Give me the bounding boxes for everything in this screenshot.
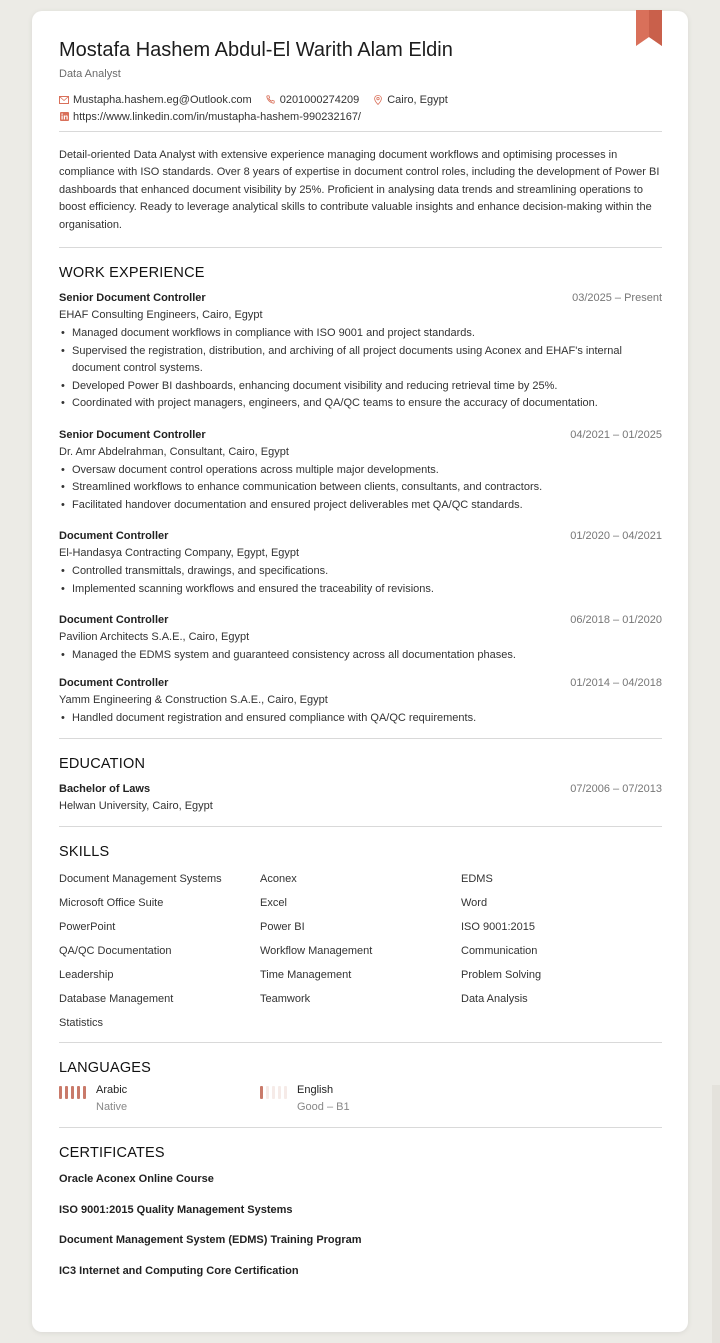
location-text: Cairo, Egypt <box>387 93 448 106</box>
job-title: Document Controller <box>59 676 169 689</box>
proficiency-bar-empty <box>278 1086 281 1099</box>
job-bullet: • Managed document workflows in compliance with ISO 9001 and project standards. <box>59 325 662 343</box>
skill-item: Time Management <box>260 969 352 982</box>
job-date: 01/2020 – 04/2021 <box>570 530 662 543</box>
skill-item: Excel <box>260 897 287 910</box>
job-company: El-Handasya Contracting Company, Egypt, Egypt <box>59 547 300 560</box>
job-entry <box>59 614 662 665</box>
job-bullets <box>59 563 662 598</box>
skill-item: Workflow Management <box>260 945 373 958</box>
resume-page <box>32 11 688 1332</box>
phone-text: 0201000274209 <box>279 93 360 106</box>
job-entry <box>59 677 662 728</box>
phone-icon <box>266 95 276 105</box>
contact-linkedin[interactable] <box>59 111 361 123</box>
language-name: English <box>297 1084 334 1097</box>
proficiency-bar-empty <box>266 1086 269 1099</box>
certificates-section <box>59 1145 662 1295</box>
skills-grid <box>59 872 662 1040</box>
candidate-name: Mostafa Hashem Abdul-El Warith Alam Eldin <box>59 39 453 61</box>
skill-item: EDMS <box>461 873 493 886</box>
skill-item: Database Management <box>59 993 174 1006</box>
job-bullet: • Oversaw document control operations across multiple major developments. <box>59 462 662 480</box>
job-company: EHAF Consulting Engineers, Cairo, Egypt <box>59 309 263 322</box>
skill-item: PowerPoint <box>59 921 116 934</box>
skill-item: Statistics <box>59 1017 104 1030</box>
divider <box>59 247 662 248</box>
job-company: Yamm Engineering & Construction S.A.E., Cairo, Egypt <box>59 693 328 706</box>
skill-item: Teamwork <box>260 993 311 1006</box>
divider <box>59 826 662 827</box>
skill-item: Microsoft Office Suite <box>59 897 164 910</box>
skill-item: Data Analysis <box>461 993 528 1006</box>
map-pin-icon <box>373 95 383 105</box>
email-text: Mustapha.hashem.eg@Outlook.com <box>73 93 252 106</box>
language-proficiency-bars <box>260 1086 290 1113</box>
contact-location <box>373 94 448 106</box>
job-title: Senior Document Controller <box>59 292 206 305</box>
professional-summary: Detail-oriented Data Analyst with extensive experience managing document workflows and optimising processes in compliance with ISO standards. Over 8 years of expertise in document control roles, including the development of Power BI dashboards that enhanced document visibility by 25%. Proficient in analysing data trends and streamlining operations to boost efficiency. Ready to leverage analytical skills to contribute valuable insights and enhance decision-making within the organisation. <box>59 149 660 231</box>
job-entry <box>59 530 662 598</box>
job-bullet: • Controlled transmittals, drawings, and specifications. <box>59 563 662 581</box>
job-bullets <box>59 325 662 413</box>
skill-item: ISO 9001:2015 <box>461 921 536 934</box>
certificate-item: ISO 9001:2015 Quality Management Systems <box>59 1203 293 1216</box>
job-bullet: • Managed the EDMS system and guaranteed consistency across all documentation phases. <box>59 647 662 665</box>
job-bullet: • Coordinated with project managers, engineers, and QA/QC teams to ensure the accuracy of documentation. <box>59 395 662 413</box>
language-proficiency-bars <box>59 1086 89 1113</box>
degree: Bachelor of Laws <box>59 783 151 796</box>
job-date: 03/2025 – Present <box>572 292 662 305</box>
job-bullet: • Handled document registration and ensured compliance with QA/QC requirements. <box>59 710 662 728</box>
divider <box>59 1127 662 1128</box>
job-title: Document Controller <box>59 614 169 627</box>
linkedin-text: https://www.linkedin.com/in/mustapha-hashem-990232167/ <box>73 110 361 123</box>
candidate-role: Data Analyst <box>59 68 121 80</box>
education-entry <box>59 783 662 812</box>
resume-header <box>59 39 662 125</box>
section-title-certificates: CERTIFICATES <box>59 1145 165 1162</box>
skill-item: Power BI <box>260 921 305 934</box>
language-level: Native <box>96 1101 128 1114</box>
skill-item: QA/QC Documentation <box>59 945 172 958</box>
certificate-item: IC3 Internet and Computing Core Certification <box>59 1264 299 1277</box>
certificate-item: Document Management System (EDMS) Training Program <box>59 1234 362 1247</box>
divider <box>59 131 662 132</box>
background-strip <box>712 1085 720 1343</box>
proficiency-bar-filled <box>83 1086 86 1099</box>
job-company: Pavilion Architects S.A.E., Cairo, Egypt <box>59 631 250 644</box>
section-title-education: EDUCATION <box>59 756 146 773</box>
job-bullet: • Facilitated handover documentation and ensured project deliverables met QA/QC standards. <box>59 497 662 515</box>
job-entry <box>59 429 662 515</box>
job-date: 01/2014 – 04/2018 <box>570 676 662 689</box>
job-title: Document Controller <box>59 530 169 543</box>
divider <box>59 1042 662 1043</box>
education-date: 07/2006 – 07/2013 <box>570 783 662 796</box>
section-title-skills: SKILLS <box>59 844 110 861</box>
job-bullets <box>59 647 662 665</box>
job-title: Senior Document Controller <box>59 428 206 441</box>
proficiency-bar-empty <box>284 1086 287 1099</box>
divider <box>59 738 662 739</box>
language-item <box>59 1084 260 1113</box>
proficiency-bar-filled <box>65 1086 68 1099</box>
languages-section <box>59 1060 662 1113</box>
skill-item: Problem Solving <box>461 969 542 982</box>
job-bullets <box>59 710 662 728</box>
job-date: 04/2021 – 01/2025 <box>570 428 662 441</box>
job-entry <box>59 292 662 413</box>
skill-item: Communication <box>461 945 538 958</box>
skill-item: Leadership <box>59 969 114 982</box>
contact-email[interactable] <box>59 94 252 106</box>
job-company: Dr. Amr Abdelrahman, Consultant, Cairo, Egypt <box>59 445 289 458</box>
skill-item: Aconex <box>260 873 297 886</box>
envelope-icon <box>59 95 69 105</box>
school: Helwan University, Cairo, Egypt <box>59 800 213 813</box>
bookmark-icon[interactable] <box>636 10 662 46</box>
contact-phone[interactable] <box>266 94 360 106</box>
language-level: Good – B1 <box>297 1101 350 1114</box>
job-date: 06/2018 – 01/2020 <box>570 614 662 627</box>
work-experience-section <box>59 265 662 727</box>
proficiency-bar-filled <box>260 1086 263 1099</box>
skill-item: Document Management Systems <box>59 873 222 886</box>
job-bullet: • Streamlined workflows to enhance communication between clients, consultants, and contractors. <box>59 479 662 497</box>
skills-section <box>59 844 662 1040</box>
language-name: Arabic <box>96 1084 128 1097</box>
skill-item: Word <box>461 897 488 910</box>
language-item <box>260 1084 461 1113</box>
proficiency-bar-empty <box>272 1086 275 1099</box>
job-bullet: • Supervised the registration, distribution, and archiving of all project documents using Aconex and EHAF's internal document control systems. <box>59 343 662 378</box>
proficiency-bar-filled <box>77 1086 80 1099</box>
linkedin-icon <box>59 112 69 122</box>
contact-info <box>59 91 662 125</box>
job-bullet: • Developed Power BI dashboards, enhancing document visibility and reducing retrieval time by 25%. <box>59 378 662 396</box>
section-title-languages: LANGUAGES <box>59 1060 152 1077</box>
proficiency-bar-filled <box>59 1086 62 1099</box>
job-bullet: • Implemented scanning workflows and ensured the traceability of revisions. <box>59 581 662 599</box>
certificate-item: Oracle Aconex Online Course <box>59 1173 214 1186</box>
proficiency-bar-filled <box>71 1086 74 1099</box>
section-title-work: WORK EXPERIENCE <box>59 265 205 282</box>
job-bullets <box>59 462 662 515</box>
education-section <box>59 756 662 812</box>
